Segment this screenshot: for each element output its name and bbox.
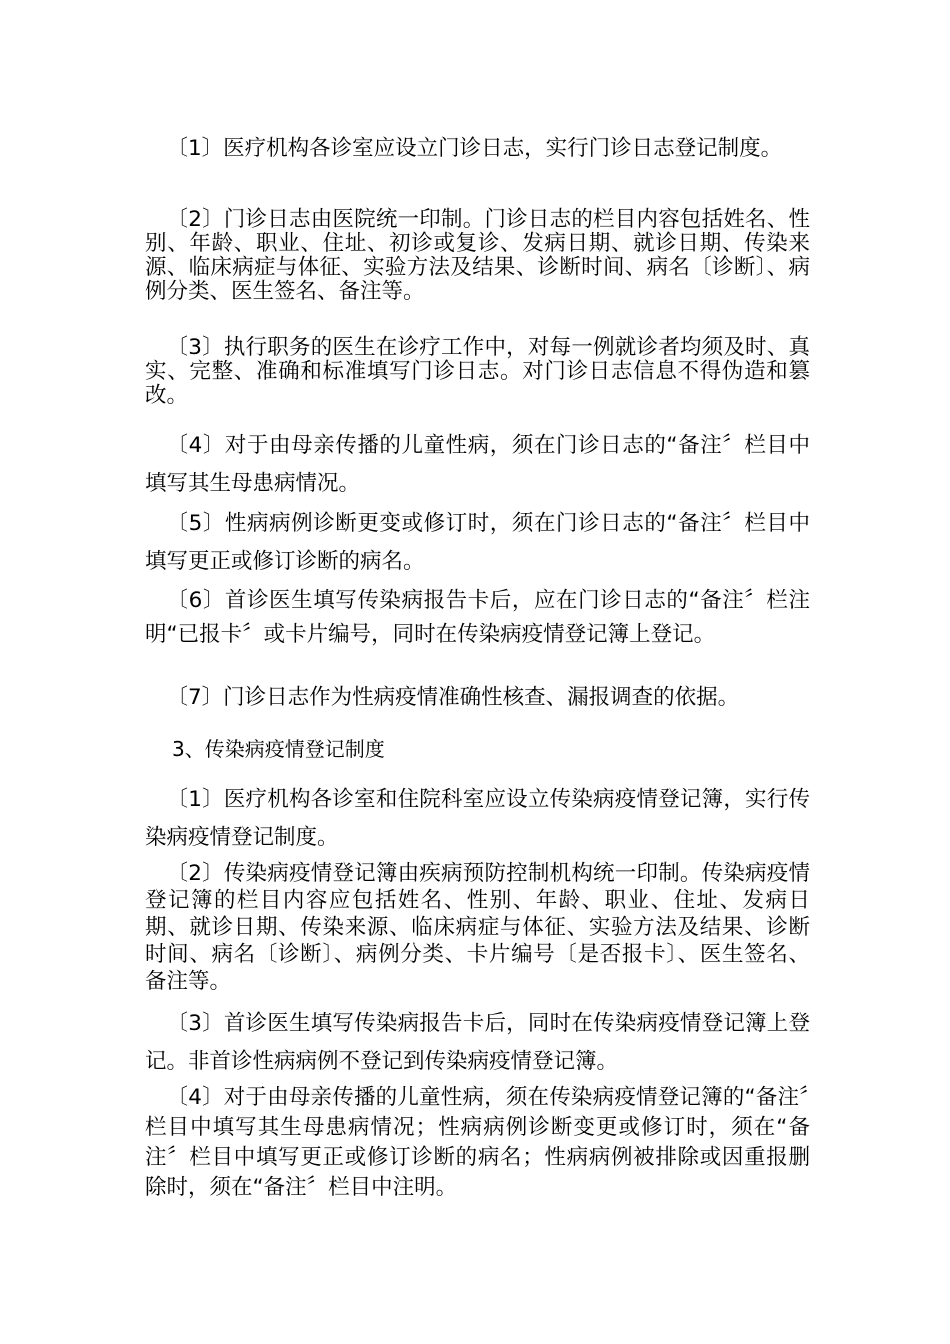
paragraph-outpatient-3: 〔3〕执行职务的医生在诊疗工作中，对每一例就诊者均须及时、真实、完整、准确和标准填写门诊日志。对门诊日志信息不得伪造和篡改。 bbox=[145, 335, 810, 408]
paragraph-outpatient-5: 〔5〕性病病例诊断更变或修订时，须在门诊日志的“备注〞栏目中填写更正或修订诊断的病名。 bbox=[145, 511, 810, 574]
paragraph-outpatient-6: 〔6〕首诊医生填写传染病报告卡后，应在门诊日志的“备注〞栏注明“已报卡〞或卡片编号，同时在传染病疫情登记簿上登记。 bbox=[145, 588, 810, 647]
paragraph-registry-2: 〔2〕传染病疫情登记簿由疾病预防控制机构统一印制。传染病疫情登记簿的栏目内容应包括姓名、性别、年龄、职业、住址、发病日期、就诊日期、传染来源、临床病症与体征、实验方法及结果、诊断时间、病名〔诊断〕、病例分类、卡片编号〔是否报卡〕、医生签名、备注等。 bbox=[145, 861, 810, 994]
paragraph-outpatient-4: 〔4〕对于由母亲传播的儿童性病，须在门诊日志的“备注〞栏目中填写其生母患病情况。 bbox=[145, 433, 810, 496]
paragraph-outpatient-7: 〔7〕门诊日志作为性病疫情准确性核查、漏报调查的依据。 bbox=[166, 685, 740, 710]
paragraph-outpatient-2: 〔2〕门诊日志由医院统一印制。门诊日志的栏目内容包括姓名、性别、年龄、职业、住址、初诊或复诊、发病日期、就诊日期、传染来源、临床病症与体征、实验方法及结果、诊断时间、病名〔诊断〕、病例分类、医生签名、备注等。 bbox=[145, 207, 810, 304]
paragraph-registry-4: 〔4〕对于由母亲传播的儿童性病，须在传染病疫情登记簿的“备注〞栏目中填写其生母患病情况；性病病例诊断变更或修订时，须在“备注〞栏目中填写更正或修订诊断的病名；性病病例被排除或因重报删除时，须在“备注〞栏目中注明。 bbox=[145, 1085, 810, 1200]
paragraph-registry-3: 〔3〕首诊医生填写传染病报告卡后，同时在传染病疫情登记簿上登记。非首诊性病病例不登记到传染病疫情登记簿。 bbox=[145, 1011, 810, 1074]
section-heading: 3、传染病疫情登记制度 bbox=[172, 737, 385, 761]
paragraph-outpatient-1: 〔1〕医疗机构各诊室应设立门诊日志，实行门诊日志登记制度。 bbox=[166, 136, 783, 161]
paragraph-registry-1: 〔1〕医疗机构各诊室和住院科室应设立传染病疫情登记簿，实行传染病疫情登记制度。 bbox=[145, 787, 810, 850]
